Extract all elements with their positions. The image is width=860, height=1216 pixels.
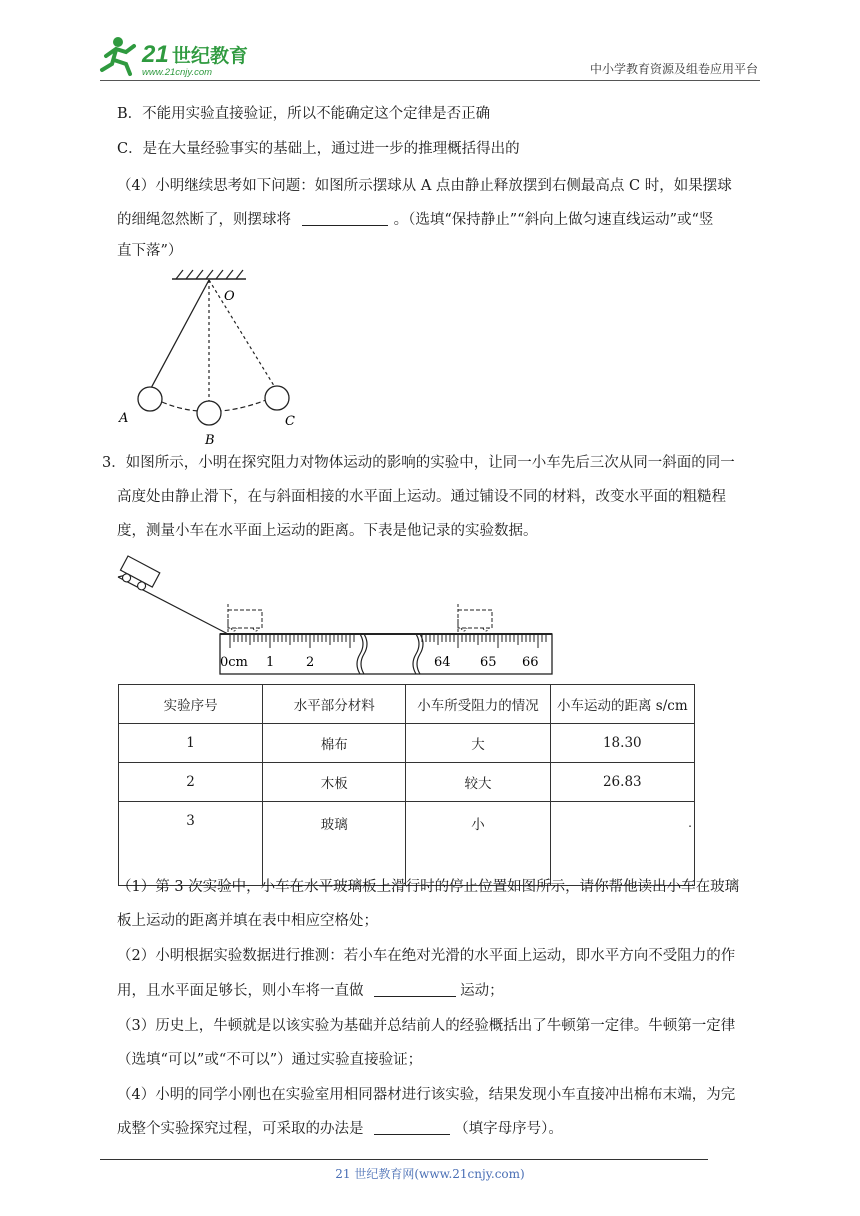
experiment-data-table xyxy=(118,684,695,886)
q3-part2-line2 xyxy=(117,981,504,1001)
footer-divider xyxy=(100,1159,708,1160)
q3-part4-line2 xyxy=(117,1119,563,1139)
q2-part4-line2-pre: 的细绳忽然断了，则摆球将 xyxy=(117,212,291,228)
ruler-label-2: 2 xyxy=(306,655,315,670)
logo-brand: 世纪教育 xyxy=(172,45,248,67)
cell-distance: 18.30 xyxy=(550,724,694,763)
header-platform-text: 中小学教育资源及组卷应用平台 xyxy=(589,62,758,76)
footer-link[interactable]: 21 世纪教育网(www.21cnjy.com) xyxy=(335,1167,525,1181)
q2-part4-line1: （4）小明继续思考如下问题：如图所示摆球从 A 点由静止释放摆到右侧最高点 C 时，如果摆球 xyxy=(117,178,732,194)
header-distance: 小车运动的距离 s/cm xyxy=(550,685,694,724)
cart-start-position xyxy=(228,604,262,634)
q3-part2-line2-pre: 用，且水平面足够长，则小车将一直做 xyxy=(117,983,364,999)
q2-part4-line3: 直下落”） xyxy=(117,243,183,259)
runner-icon xyxy=(102,37,134,74)
answer-blank[interactable] xyxy=(374,1120,450,1135)
cell-resistance: 大 xyxy=(406,724,550,763)
cell-resistance: 较大 xyxy=(406,763,550,802)
header-material: 水平部分材料 xyxy=(263,685,406,724)
q3-part3-line1: （3）历史上，牛顿就是以该实验为基础并总结前人的经验概括出了牛顿第一定律。牛顿第一定律 xyxy=(117,1018,736,1034)
q2-part4-line2 xyxy=(117,210,713,230)
string-a xyxy=(150,280,209,390)
cell-material: 玻璃 xyxy=(263,802,406,886)
stray-mark: . xyxy=(688,816,692,830)
cell-material: 棉布 xyxy=(263,724,406,763)
table-row xyxy=(119,763,695,802)
q3-part1-line1: （1）第 3 次实验中，小车在水平玻璃板上滑行时的停止位置如图所示，请你帮他读出小车在玻璃 xyxy=(117,879,740,895)
header-resistance: 小车所受阻力的情况 xyxy=(406,685,550,724)
ruler-label-0cm: 0cm xyxy=(220,655,248,670)
ruler-label-65: 65 xyxy=(480,655,497,670)
cell-distance-blank[interactable] xyxy=(550,802,694,886)
cell-trial: 2 xyxy=(119,763,263,802)
table-row xyxy=(119,724,695,763)
q3-part2-line2-post: 运动； xyxy=(460,983,504,999)
cart-stop-position xyxy=(458,604,492,634)
label-o: O xyxy=(224,289,235,304)
pendulum-figure xyxy=(110,262,310,452)
q3-part3-line2: （选填“可以”或“不可以”）通过实验直接验证； xyxy=(117,1052,423,1068)
table-header-row xyxy=(119,685,695,724)
ramp xyxy=(118,574,228,634)
q3-part4-line2-post: （填字母序号）。 xyxy=(454,1121,563,1137)
answer-blank[interactable] xyxy=(302,211,388,226)
ceiling-support xyxy=(172,270,246,279)
cart-icon xyxy=(117,556,160,594)
cell-trial: 3 xyxy=(119,802,263,886)
cell-distance: 26.83 xyxy=(550,763,694,802)
cell-trial: 1 xyxy=(119,724,263,763)
option-c: C．是在大量经验事实的基础上，通过进一步的推理概括得出的 xyxy=(117,141,520,157)
answer-blank[interactable] xyxy=(374,982,456,997)
ramp-ruler-figure xyxy=(116,552,561,677)
ball-a xyxy=(138,387,162,411)
q3-intro-line3: 度，测量小车在水平面上运动的距离。下表是他记录的实验数据。 xyxy=(117,523,538,539)
site-logo xyxy=(98,34,248,78)
label-c: C xyxy=(285,414,295,429)
q3-intro-line2: 高度处由静止滑下，在与斜面相接的水平面上运动。通过铺设不同的材料，改变水平面的粗糙程 xyxy=(117,489,726,505)
ruler-label-64: 64 xyxy=(434,655,451,670)
ruler-label-1: 1 xyxy=(266,655,275,670)
logo-number: 21 xyxy=(142,41,169,68)
option-b: B．不能用实验直接验证，所以不能确定这个定律是否正确 xyxy=(117,106,491,122)
ball-b xyxy=(197,401,221,425)
q3-part4-line2-pre: 成整个实验探究过程，可采取的办法是 xyxy=(117,1121,364,1137)
label-a: A xyxy=(119,411,129,426)
q3-intro-line1: 3．如图所示，小明在探究阻力对物体运动的影响的实验中，让同一小车先后三次从同一斜面的同一 xyxy=(102,455,735,471)
logo-url: www.21cnjy.com xyxy=(142,67,213,78)
ball-c xyxy=(265,386,289,410)
cell-material: 木板 xyxy=(263,763,406,802)
q3-part2-line1: （2）小明根据实验数据进行推测：若小车在绝对光滑的水平面上运动，即水平方向不受阻力的作 xyxy=(117,948,736,964)
string-c xyxy=(209,280,276,389)
header-divider xyxy=(100,80,760,81)
q2-part4-line2-post: 。（选填“保持静止”“斜向上做匀速直线运动”或“竖 xyxy=(393,212,714,228)
q3-part1-line2: 板上运动的距离并填在表中相应空格处； xyxy=(117,913,378,929)
header-trial: 实验序号 xyxy=(119,685,263,724)
label-b: B xyxy=(205,433,215,448)
cell-resistance: 小 xyxy=(406,802,550,886)
q3-part4-line1: （4）小明的同学小刚也在实验室用相同器材进行该实验，结果发现小车直接冲出棉布末端，为完 xyxy=(117,1087,736,1103)
ruler-label-66: 66 xyxy=(522,655,539,670)
table-row xyxy=(119,802,695,886)
